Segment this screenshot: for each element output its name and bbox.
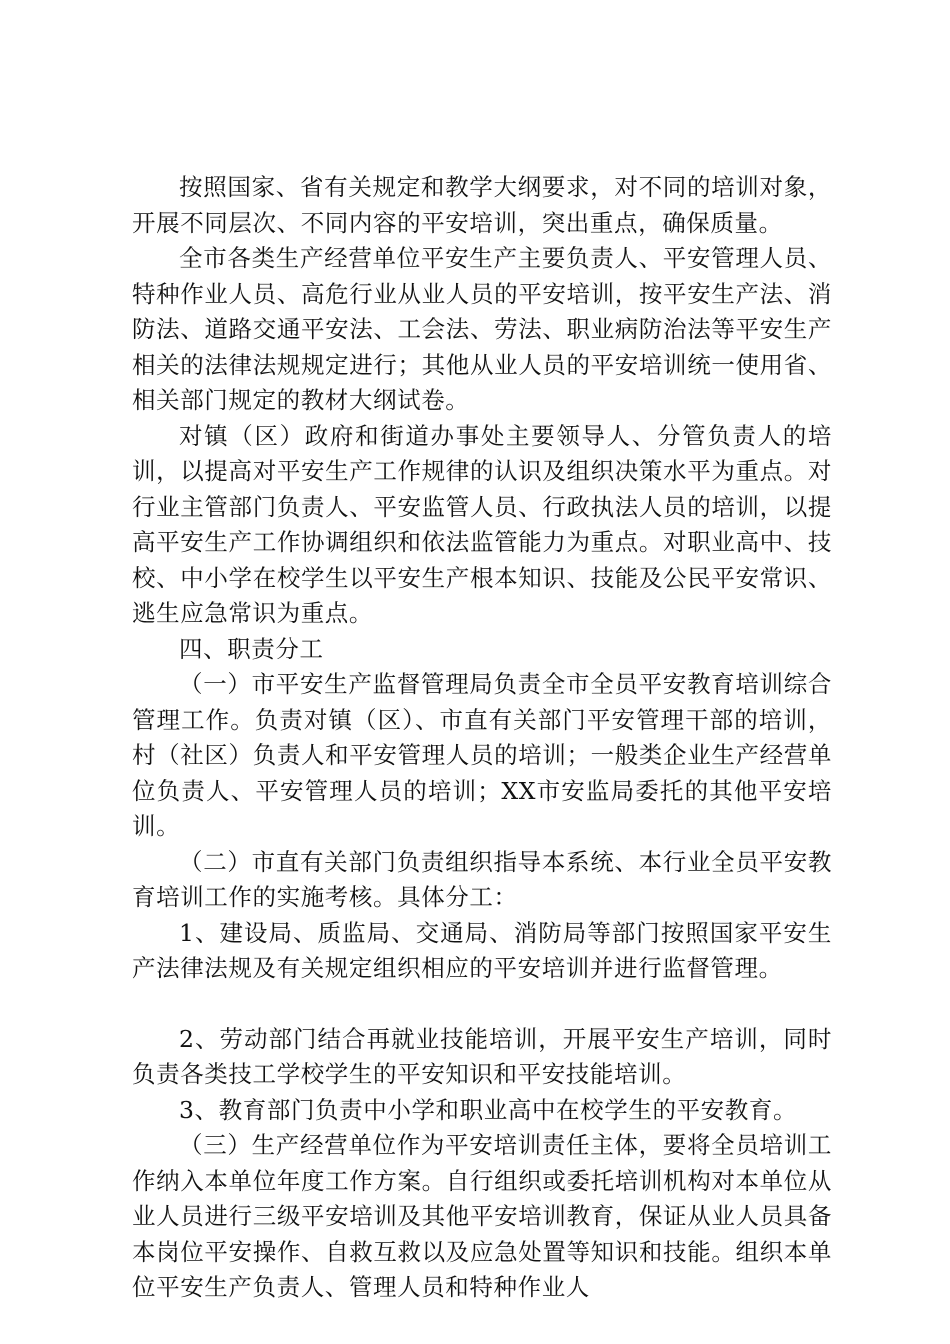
paragraph-safety-bureau-duties: （一）市平安生产监督管理局负责全市全员平安教育培训综合管理工作。负责对镇（区）、市直有关部门平安管理干部的培训，村（社区）负责人和平安管理人员的培训；一般类企业生产经营单位负责人、平安管理人员的培训；XX市安监局委托的其他平安培训。: [132, 670, 832, 840]
section-heading-responsibilities: 四、职责分工: [179, 634, 324, 663]
paragraph-item-3-education: 3、教育部门负责中小学和职业高中在校学生的平安教育。: [179, 1095, 798, 1124]
paragraph-leadership-training: 对镇（区）政府和街道办事处主要领导人、分管负责人的培训，以提高对平安生产工作规律的认识及组织决策水平为重点。对行业主管部门负责人、平安监管人员、行政执法人员的培训，以提高平安生产工作协调组织和依法监管能力为重点。对职业高中、技校、中小学在校学生以平安生产根本知识、技能及公民平安常识、逃生应急常识为重点。: [132, 421, 832, 627]
paragraph-production-units-responsibility: （三）生产经营单位作为平安培训责任主体，要将全员培训工作纳入本单位年度工作方案。自行组织或委托培训机构对本单位从业人员进行三级平安培训及其他平安培训教育，保证从业人员具备本岗位平安操作、自救互救以及应急处置等知识和技能。组织本单位平安生产负责人、管理人员和特种作业人: [132, 1131, 832, 1301]
paragraph-production-units-training: 全市各类生产经营单位平安生产主要负责人、平安管理人员、特种作业人员、高危行业从业人员的平安培训，按平安生产法、消防法、道路交通平安法、工会法、劳法、职业病防治法等平安生产相关的法律法规规定进行；其他从业人员的平安培训统一使用省、相关部门规定的教材大纲试卷。: [132, 244, 832, 414]
paragraph-item-2-labor: 2、劳动部门结合再就业技能培训，开展平安生产培训，同时负责各类技工学校学生的平安知识和平安技能培训。: [132, 1024, 832, 1088]
paragraph-training-requirements: 按照国家、省有关规定和教学大纲要求，对不同的培训对象，开展不同层次、不同内容的平安培训，突出重点，确保质量。: [132, 173, 832, 237]
paragraph-item-1-construction: 1、建设局、质监局、交通局、消防局等部门按照国家平安生产法律法规及有关规定组织相应的平安培训并进行监督管理。: [132, 918, 832, 982]
document-body: [132, 170, 832, 1306]
paragraph-departments-duties: （二）市直有关部门负责组织指导本系统、本行业全员平安教育培训工作的实施考核。具体分工：: [132, 847, 832, 911]
